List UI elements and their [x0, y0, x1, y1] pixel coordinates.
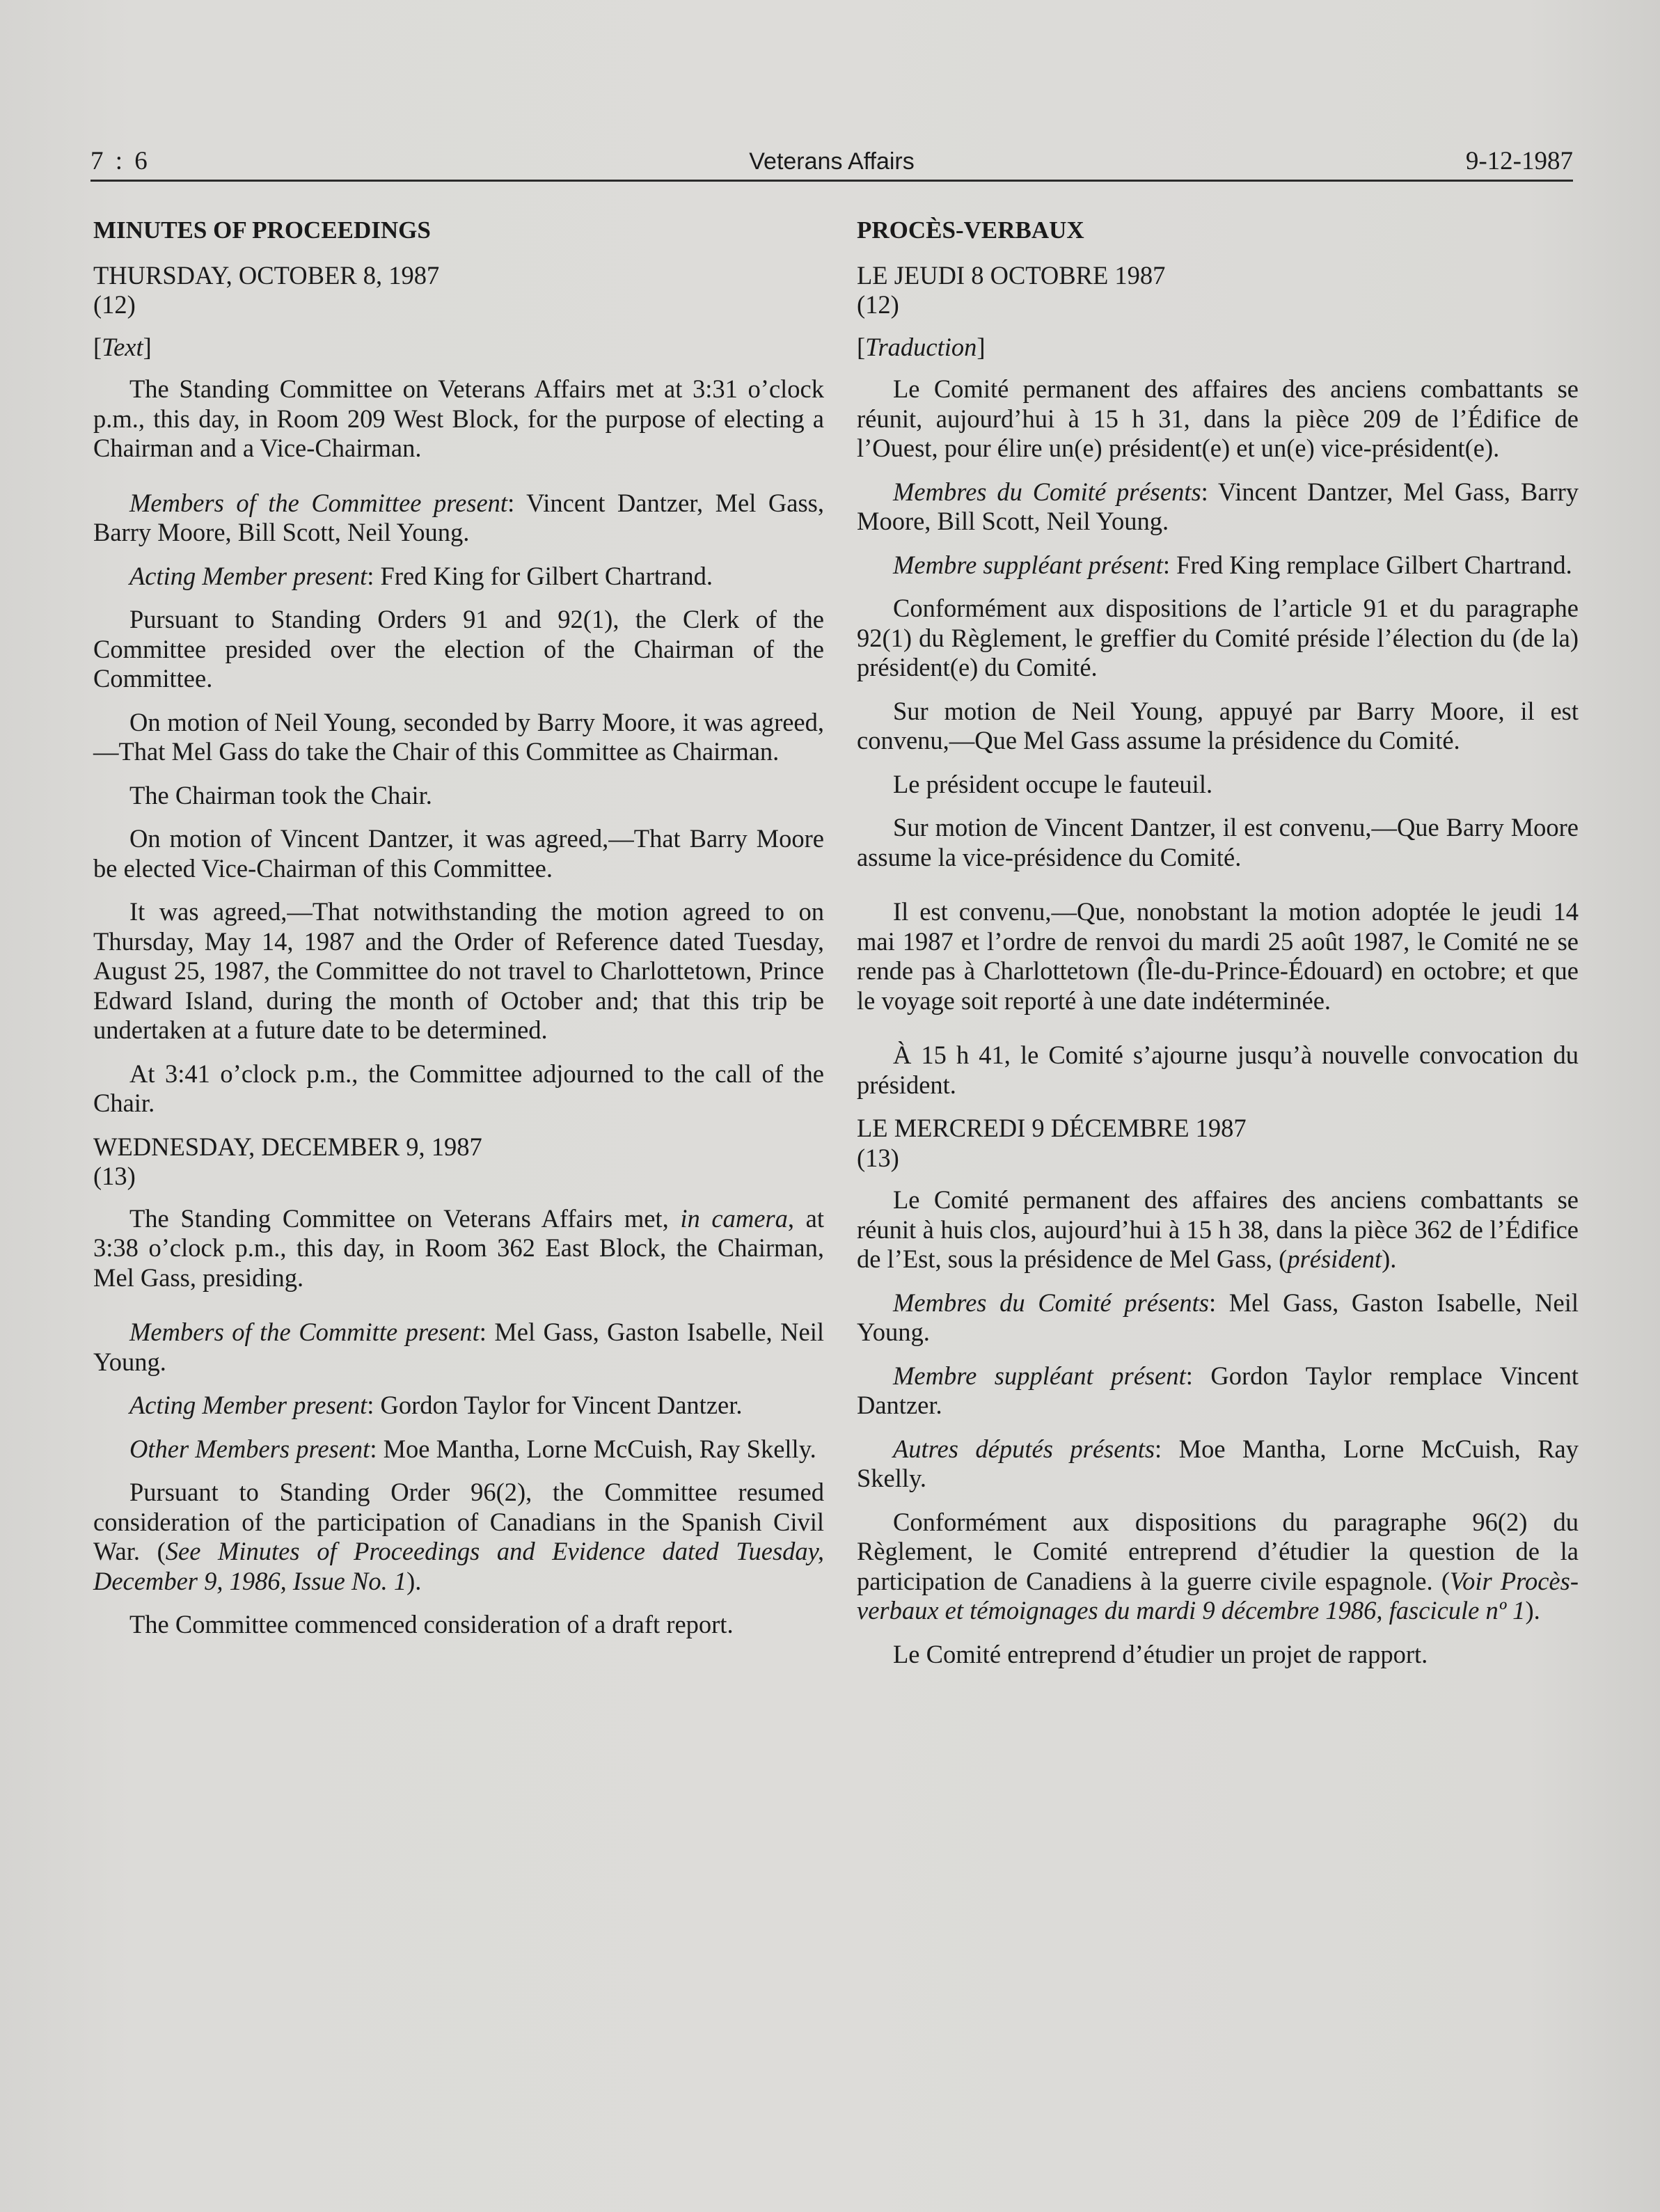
paragraph: Pursuant to Standing Orders 91 and 92(1), the Clerk of the Committee presided over the election of the Chairman of the Committee.	[93, 605, 824, 693]
paragraph	[93, 1391, 824, 1421]
paragraph: Conformément aux dispositions de l’article 91 et du paragraphe 92(1) du Règlement, le greffier du Comité préside l’élection du (de la) président(e) du Comité.	[857, 594, 1579, 681]
paragraph-text: ).	[406, 1566, 422, 1595]
text-label: [Text]	[93, 332, 152, 361]
page-number: 7 : 6	[90, 147, 150, 175]
paragraph	[93, 489, 824, 548]
paragraph-text: : Moe Mantha, Lorne McCuish, Ray Skelly.	[370, 1434, 816, 1463]
paragraph-text: Le Comité permanent des affaires des anciens combattants se réunit à huis clos, aujourd’hui à 15 h 38, dans la pièce 362 de l’Édifice de l’Est, sous la présidence de Mel Gass, (	[857, 1185, 1579, 1273]
running-header	[90, 143, 1573, 180]
paragraph: At 3:41 o’clock p.m., the Committee adjourned to the call of the Chair.	[93, 1059, 824, 1117]
meeting-number: (12)	[93, 290, 136, 319]
paragraph-text: Conformément aux dispositions du paragraphe 96(2) du Règlement, le Comité entreprend d’étudier la question de la participation de Canadiens à la guerre civile espagnole. (	[857, 1507, 1579, 1595]
paragraph	[857, 1435, 1579, 1494]
paragraph-label: Membres du Comité présents	[893, 1288, 1209, 1317]
paragraph-text: The Standing Committee on Veterans Affairs met,	[129, 1203, 681, 1233]
paragraph-text: Pursuant to Standing Order 96(2), the Committee resumed consideration of the participation of Canadians in the Spanish Civil War. (	[93, 1478, 824, 1565]
paragraph: It was agreed,—That notwithstanding the motion agreed to on Thursday, May 14, 1987 and the Order of Reference dated Tuesday, August 25, 1987, the Committee do not travel to Charlottetown, Prince Edward Island, during the month of October and; that this trip be undertaken at a future date to be determined.	[93, 897, 824, 1044]
english-column	[93, 209, 824, 1654]
paragraph-text: : Gordon Taylor for Vincent Dantzer.	[367, 1391, 743, 1419]
text-label: [Traduction]	[857, 332, 986, 361]
paragraph: Sur motion de Vincent Dantzer, il est convenu,—Que Barry Moore assume la vice-présidence du Comité.	[857, 813, 1579, 871]
paragraph: Le Comité entreprend d’étudier un projet de rapport.	[893, 1639, 1428, 1668]
paragraph-label: Members of the Committee present	[129, 488, 508, 517]
paragraph-label: Membre suppléant présent	[893, 1361, 1186, 1390]
paragraph-italic: in camera	[680, 1203, 788, 1233]
paragraph	[857, 1508, 1579, 1626]
meeting-number: (13)	[857, 1143, 899, 1172]
paragraph-text: : Mel Gass, Gaston Isabelle, Neil Young.	[857, 1288, 1579, 1346]
paragraph	[857, 551, 1579, 580]
section-heading: MINUTES OF PROCEEDINGS	[93, 216, 431, 244]
paragraph: Il est convenu,—Que, nonobstant la motion adoptée le jeudi 14 mai 1987 et l’ordre de renvoi du mardi 25 août 1987, le Comité ne se rende pas à Charlottetown (Île-du-Prince-Édouard) en octobre; et que le voyage soit reporté à une date indéterminée.	[857, 897, 1579, 1015]
paragraph: Le Comité permanent des affaires des anciens combattants se réunit, aujourd’hui à 15 h 31, dans la pièce 209 de l’Édifice de l’Ouest, pour élire un(e) président(e) et un(e) vice-président(e).	[857, 374, 1579, 462]
paragraph-label: Membre suppléant présent	[893, 550, 1163, 579]
paragraph-italic: Voir Procès-verbaux et témoignages du mardi 9 décembre 1986, fascicule nº 1	[857, 1566, 1579, 1625]
paragraph-text: , at 3:38 o’clock p.m., this day, in Room 362 East Block, the Chairman, Mel Gass, presiding.	[93, 1203, 824, 1292]
paragraph-label: Other Members present	[129, 1434, 370, 1463]
paragraph	[857, 1361, 1579, 1421]
paragraph	[93, 1204, 824, 1293]
french-column	[857, 209, 1579, 1683]
paragraph-text: : Mel Gass, Gaston Isabelle, Neil Young.	[93, 1318, 824, 1376]
text-label-value: Text	[102, 332, 143, 361]
header-rule	[90, 180, 1573, 182]
text-label-value: Traduction	[865, 332, 977, 361]
paragraph-text: : Gordon Taylor remplace Vincent Dantzer.	[857, 1361, 1579, 1419]
paragraph	[857, 1185, 1579, 1274]
paragraph: À 15 h 41, le Comité s’ajourne jusqu’à nouvelle convocation du président.	[857, 1041, 1579, 1099]
paragraph-label: Autres députés présents	[893, 1434, 1155, 1463]
paragraph: On motion of Neil Young, seconded by Barry Moore, it was agreed,—That Mel Gass do take the Chair of this Committee as Chairman.	[93, 707, 824, 766]
paragraph: Le président occupe le fauteuil.	[893, 769, 1213, 798]
paragraph	[93, 1435, 824, 1464]
paragraph-text: : Fred King for Gilbert Chartrand.	[367, 561, 713, 590]
paragraph	[93, 1478, 824, 1596]
meeting-number: (13)	[93, 1162, 136, 1190]
paragraph	[857, 477, 1579, 537]
paragraph: Sur motion de Neil Young, appuyé par Barry Moore, il est convenu,—Que Mel Gass assume la présidence du Comité.	[857, 696, 1579, 755]
meeting-number: (12)	[857, 290, 899, 319]
paragraph-text: : Vincent Dantzer, Mel Gass, Barry Moore, Bill Scott, Neil Young.	[93, 488, 824, 546]
paragraph-text: : Moe Mantha, Lorne McCuish, Ray Skelly.	[857, 1434, 1579, 1492]
paragraph: The Standing Committee on Veterans Affairs met at 3:31 o’clock p.m., this day, in Room 209 West Block, for the purpose of electing a Chairman and a Vice-Chairman.	[93, 374, 824, 462]
meeting-date: LE JEUDI 8 OCTOBRE 1987	[857, 260, 1166, 290]
paragraph	[93, 1318, 824, 1377]
meeting-date: LE MERCREDI 9 DÉCEMBRE 1987	[857, 1114, 1247, 1142]
header-title: Veterans Affairs	[749, 148, 915, 175]
paragraph-text: : Vincent Dantzer, Mel Gass, Barry Moore, Bill Scott, Neil Young.	[857, 477, 1579, 535]
paragraph-label: Membres du Comité présents	[893, 477, 1201, 506]
paragraph: On motion of Vincent Dantzer, it was agreed,—That Barry Moore be elected Vice-Chairman of this Committee.	[93, 824, 824, 883]
meeting-date: THURSDAY, OCTOBER 8, 1987	[93, 260, 440, 290]
paragraph-text: : Fred King remplace Gilbert Chartrand.	[1162, 550, 1572, 579]
paragraph-label: Members of the Committe present	[129, 1318, 480, 1346]
paragraph-label: Acting Member present	[129, 561, 367, 590]
paragraph	[93, 562, 824, 592]
paragraph: The Chairman took the Chair.	[129, 780, 432, 809]
section-heading: PROCÈS-VERBAUX	[857, 216, 1084, 244]
paragraph-italic: président	[1287, 1245, 1382, 1273]
paragraph	[857, 1288, 1579, 1348]
header-date: 9-12-1987	[1465, 147, 1573, 175]
paragraph: The Committee commenced consideration of a draft report.	[129, 1610, 734, 1638]
paragraph-text: ).	[1382, 1245, 1397, 1273]
paragraph-label: Acting Member present	[129, 1391, 367, 1419]
paragraph-text: ).	[1525, 1596, 1540, 1625]
meeting-date: WEDNESDAY, DECEMBER 9, 1987	[93, 1132, 482, 1161]
paragraph-italic: See Minutes of Proceedings and Evidence dated Tuesday, December 9, 1986, Issue No. 1	[93, 1537, 824, 1595]
